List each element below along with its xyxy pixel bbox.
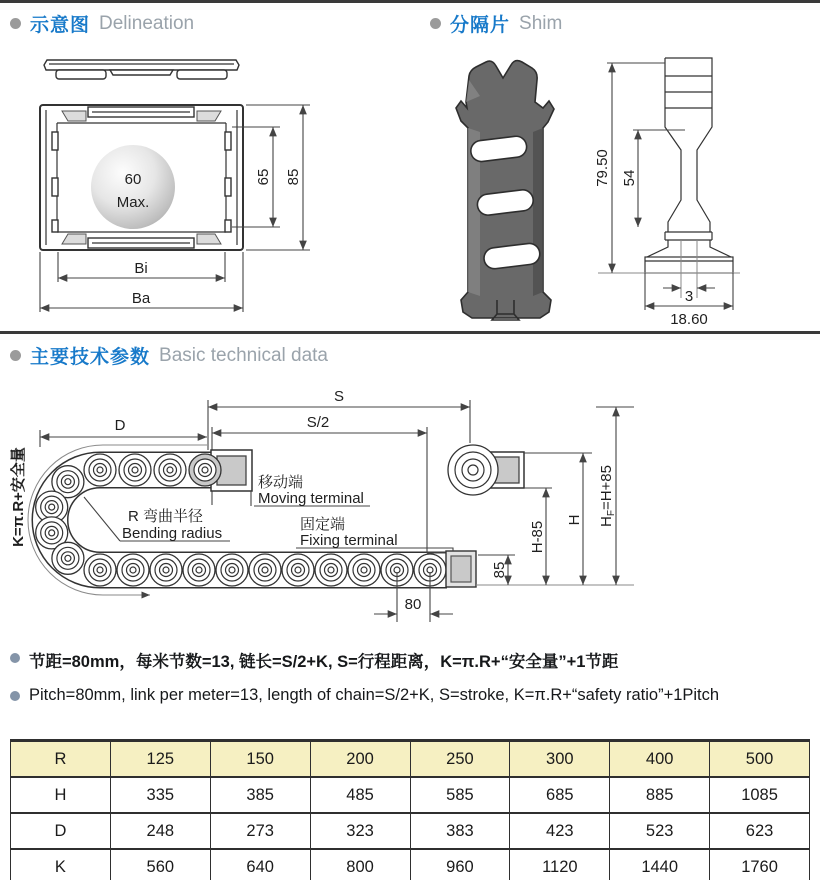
svg-text:D: D xyxy=(114,417,126,434)
table-header-cell: 300 xyxy=(510,741,610,778)
svg-text:固定端: 固定端 xyxy=(300,516,346,533)
bullet-icon xyxy=(430,18,441,29)
dimension-half-stroke xyxy=(212,414,427,433)
shim-drawing xyxy=(440,40,760,335)
bullet-icon xyxy=(10,691,20,701)
section-title-en: Delineation xyxy=(99,12,195,34)
section-title-cn: 主要技术参数 xyxy=(30,347,151,368)
section-title-cn: 分隔片 xyxy=(450,15,511,36)
svg-text:Bi: Bi xyxy=(134,260,148,277)
svg-text:80: 80 xyxy=(404,596,422,613)
section-header-technical xyxy=(10,342,328,369)
table-header-cell: 500 xyxy=(710,741,810,778)
svg-text:H: H xyxy=(566,514,583,526)
table-cell: 800 xyxy=(310,849,410,880)
svg-text:S: S xyxy=(333,388,345,405)
table-cell: 1120 xyxy=(510,849,610,880)
table-header-row xyxy=(11,741,810,778)
table-cell: 1085 xyxy=(710,777,810,813)
svg-text:79.50: 79.50 xyxy=(594,149,611,187)
svg-text:54: 54 xyxy=(621,169,638,187)
moving-terminal-stroke-end xyxy=(448,445,524,495)
table-cell: 885 xyxy=(610,777,710,813)
table-cell: 248 xyxy=(110,813,210,849)
table-header-cell: 125 xyxy=(110,741,210,778)
k-formula-label: K=π.R+安全量 xyxy=(10,447,27,547)
section-header-shim xyxy=(430,10,562,37)
table-row xyxy=(11,813,810,849)
table-cell: 1760 xyxy=(710,849,810,880)
table-cell: 323 xyxy=(310,813,410,849)
table-cell: 1440 xyxy=(610,849,710,880)
moving-terminal xyxy=(189,450,252,491)
table-cell: 485 xyxy=(310,777,410,813)
svg-text:18.60: 18.60 xyxy=(670,311,708,328)
basic-data-table xyxy=(10,739,810,880)
svg-text:85: 85 xyxy=(285,168,302,186)
bending-radius-label xyxy=(84,497,230,542)
table-cell: 523 xyxy=(610,813,710,849)
table-cell: 383 xyxy=(410,813,510,849)
section-title-en: Shim xyxy=(519,12,563,34)
table-cell: 585 xyxy=(410,777,510,813)
svg-text:3: 3 xyxy=(684,288,694,305)
dimension-85 xyxy=(478,555,515,585)
dimension-shim-total-height xyxy=(594,63,665,273)
moving-terminal-label xyxy=(251,474,370,507)
svg-text:S/2: S/2 xyxy=(306,414,330,431)
max-cable-sphere xyxy=(91,145,175,229)
svg-text:HF=H+85: $H_F=H+85$ xyxy=(598,465,617,527)
section-title-cn: 示意图 xyxy=(30,15,91,36)
row-header: H xyxy=(11,777,111,813)
svg-text:移动端: 移动端 xyxy=(258,474,304,491)
dimension-d xyxy=(40,417,207,437)
table-cell: 623 xyxy=(710,813,810,849)
table-cell: 423 xyxy=(510,813,610,849)
section-divider xyxy=(0,331,820,334)
table-cell: 273 xyxy=(210,813,310,849)
svg-text:H-85: H-85 xyxy=(529,520,546,554)
bullet-icon xyxy=(10,350,21,361)
dimension-stroke xyxy=(208,388,470,407)
bullet-icon xyxy=(10,653,20,663)
svg-text:Fixing terminal: Fixing terminal xyxy=(300,532,398,549)
svg-text:65: 65 xyxy=(255,168,272,186)
section-title-en: Basic technical data xyxy=(159,344,329,366)
fixing-terminal xyxy=(446,551,476,587)
table-header-cell: 400 xyxy=(610,741,710,778)
dimension-inner-width xyxy=(58,252,225,282)
table-header-cell: 200 xyxy=(310,741,410,778)
table-cell: 960 xyxy=(410,849,510,880)
svg-text:R 弯曲半径: R 弯曲半径 xyxy=(128,508,204,525)
table-cell: 560 xyxy=(110,849,210,880)
shim-3d-render xyxy=(456,61,554,320)
dimension-shim-mid-height xyxy=(621,130,685,227)
dimension-h xyxy=(524,453,592,585)
fixing-terminal-label xyxy=(296,516,453,551)
svg-text:Moving terminal: Moving terminal xyxy=(258,490,364,507)
row-header: K xyxy=(11,849,111,880)
table-cell: 335 xyxy=(110,777,210,813)
table-row xyxy=(11,849,810,880)
dimension-h-minus-85 xyxy=(524,488,552,585)
table-header-cell: 150 xyxy=(210,741,310,778)
row-header: D xyxy=(11,813,111,849)
table-cell: 640 xyxy=(210,849,310,880)
svg-text:Bending radius: Bending radius xyxy=(122,525,223,542)
table-header-cell: R xyxy=(11,741,111,778)
note-text: Pitch=80mm, link per meter=13, length of chain=S/2+K, S=stroke, K=π.R+“safety ratio”+1Pitch xyxy=(29,686,720,704)
table-row xyxy=(11,777,810,813)
table-cell: 385 xyxy=(210,777,310,813)
dimension-hf xyxy=(596,407,634,585)
chain-diagram xyxy=(0,376,665,644)
svg-text:85: 85 xyxy=(491,561,508,579)
dimension-shim-stem-width xyxy=(663,288,715,305)
note-text: 节距=80mm，每米节数=13, 链长=S/2+K, S=行程距离，K=π.R+“安全量”+1节距 xyxy=(29,653,619,671)
table-cell: 685 xyxy=(510,777,610,813)
note-cn xyxy=(10,648,810,672)
sphere-value: 60 xyxy=(124,171,142,188)
svg-text:Ba: Ba xyxy=(131,290,151,307)
sphere-unit: Max. xyxy=(116,194,150,211)
delineation-drawing xyxy=(0,0,360,330)
lid-profile xyxy=(44,60,239,79)
note-en xyxy=(10,686,810,705)
table-header-cell: 250 xyxy=(410,741,510,778)
shim-profile-drawing xyxy=(594,58,740,328)
